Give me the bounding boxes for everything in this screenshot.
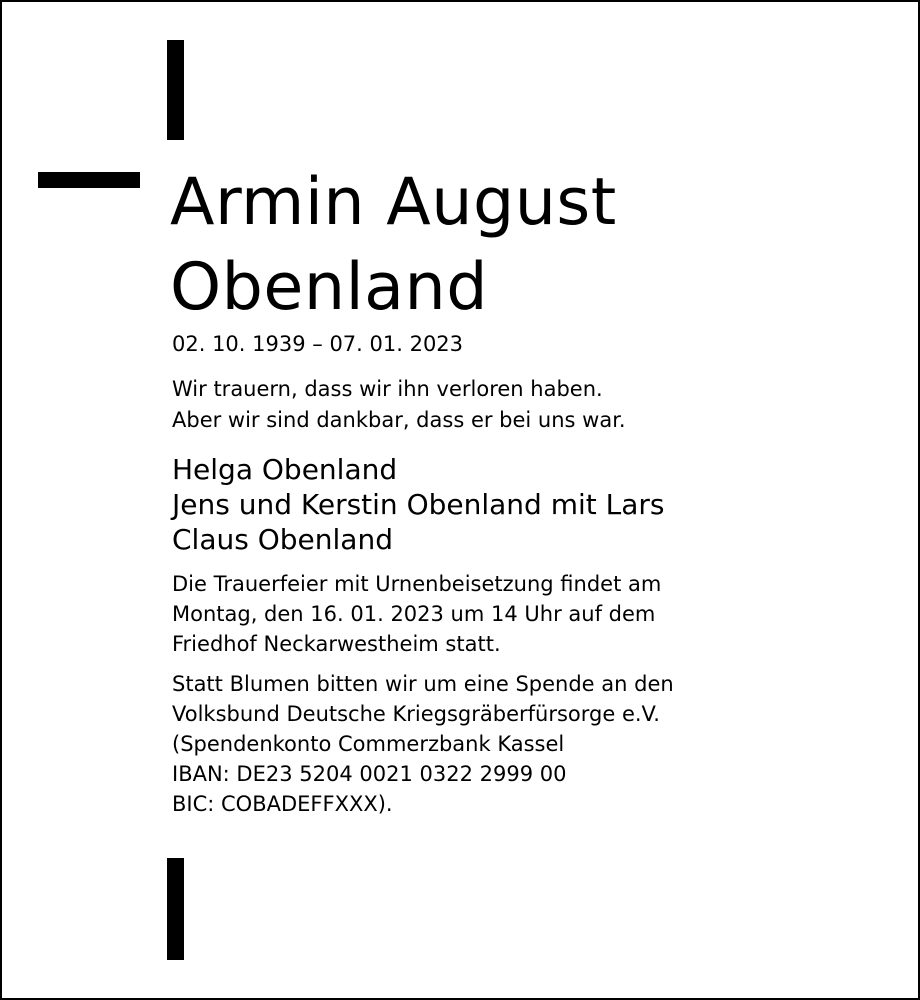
cross-bottom-bar [167,858,184,960]
mourner-name: Jens und Kerstin Obenland mit Lars [172,488,665,521]
name-line-2: Obenland [170,250,488,325]
donation-line: Statt Blumen bitten wir um eine Spende an den [172,672,674,696]
mourner-name: Helga Obenland [172,453,398,486]
donation-line: Volksbund Deutsche Kriegsgräberfürsorge e.V. [172,702,660,726]
donation-info [172,669,910,819]
mourners-list [172,452,910,557]
ceremony-line: Friedhof Neckarwestheim statt. [172,632,501,656]
ceremony-info [172,569,910,659]
mourner-name: Claus Obenland [172,523,393,556]
life-dates: 02. 10. 1939 – 07. 01. 2023 [172,332,464,356]
donation-line: BIC: COBADEFFXXX). [172,792,393,816]
verse-line: Aber wir sind dankbar, dass er bei uns war. [172,408,626,432]
cross-top-bar [167,40,184,140]
ceremony-line: Die Trauerfeier mit Urnenbeisetzung findet am [172,572,662,596]
verse-line: Wir trauern, dass wir ihn verloren haben. [172,377,603,401]
deceased-name [170,160,910,330]
name-line-1: Armin August [170,165,617,240]
donation-line: IBAN: DE23 5204 0021 0322 2999 00 [172,762,567,786]
donation-line: (Spendenkonto Commerzbank Kassel [172,732,565,756]
obituary-content [170,160,910,819]
ceremony-line: Montag, den 16. 01. 2023 um 14 Uhr auf dem [172,602,656,626]
memorial-verse [172,374,910,436]
cross-horizontal-bar [38,172,140,188]
